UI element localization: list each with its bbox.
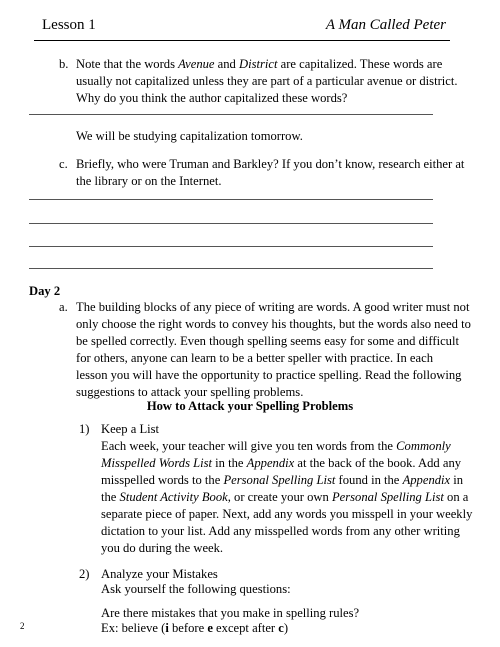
item-b-line-2: usually not capitalized unless they are part of a particular avenue or district. — [76, 74, 458, 88]
step-2-question: Are there mistakes that you make in spelling rules? — [101, 606, 360, 620]
day2-a-marker: a. — [59, 300, 68, 314]
item-b-marker: b. — [59, 57, 69, 71]
section-heading: How to Attack your Spelling Problems — [146, 399, 354, 413]
header-rule — [34, 40, 450, 41]
capitalization-note: We will be studying capitalization tomorrow. — [76, 129, 303, 143]
step-2-line: Ask yourself the following questions: — [101, 582, 291, 596]
day2-line: for others, anyone can learn to be a better speller with practice. In each — [76, 351, 434, 365]
step-2-marker: 2) — [79, 567, 90, 581]
answer-line[interactable] — [29, 199, 433, 200]
step-1-title: Keep a List — [101, 422, 160, 436]
answer-line[interactable] — [29, 114, 433, 115]
step-1-line: Each week, your teacher will give you ten words from the Commonly — [101, 439, 451, 453]
item-c-marker: c. — [59, 157, 68, 171]
step-1-line: dictation to your list. Add any misspelled words from any other writing — [101, 524, 460, 538]
answer-line[interactable] — [29, 268, 433, 269]
step-1-line: misspelled words to the Personal Spelling List found in the Appendix in — [101, 473, 464, 487]
answer-line[interactable] — [29, 223, 433, 224]
day2-line: only choose the right words to convey his thoughts, but the words also need to — [76, 317, 471, 331]
item-c-line-1: Briefly, who were Truman and Barkley? If you don’t know, research either at — [76, 157, 465, 171]
step-1-line: the Student Activity Book, or create your own Personal Spelling List on a — [101, 490, 469, 504]
lesson-label: Lesson 1 — [42, 17, 96, 33]
day2-line: lesson you will have the opportunity to practice spelling. Read the following — [76, 368, 462, 382]
day2-line: suggestions to attack your spelling problems. — [76, 385, 304, 399]
item-c-line-2: the library or on the Internet. — [76, 174, 222, 188]
step-1-line: separate piece of paper. Next, add any words you misspell in your weekly — [101, 507, 473, 521]
step-2-title: Analyze your Mistakes — [101, 567, 218, 581]
page-number: 2 — [20, 621, 25, 631]
day2-line: The building blocks of any piece of writing are words. A good writer must not — [76, 300, 470, 314]
page-title: A Man Called Peter — [325, 17, 446, 33]
item-b-line-3: Why do you think the author capitalized these words? — [76, 91, 348, 105]
item-b-line-1: Note that the words Avenue and District are capitalized. These words are — [76, 57, 443, 71]
avenue-word: Avenue — [178, 57, 215, 71]
step-2-example: Ex: believe (i before e except after c) — [101, 621, 289, 635]
day-2-heading: Day 2 — [29, 284, 61, 298]
answer-line[interactable] — [29, 246, 433, 247]
step-1-line: Misspelled Words List in the Appendix at the back of the book. Add any — [101, 456, 462, 470]
step-1-line: you do during the week. — [101, 541, 224, 555]
step-1-marker: 1) — [79, 422, 90, 436]
district-word: District — [239, 57, 278, 71]
day2-line: be spelled correctly. Even though spelling seems easy for some and difficult — [76, 334, 459, 348]
